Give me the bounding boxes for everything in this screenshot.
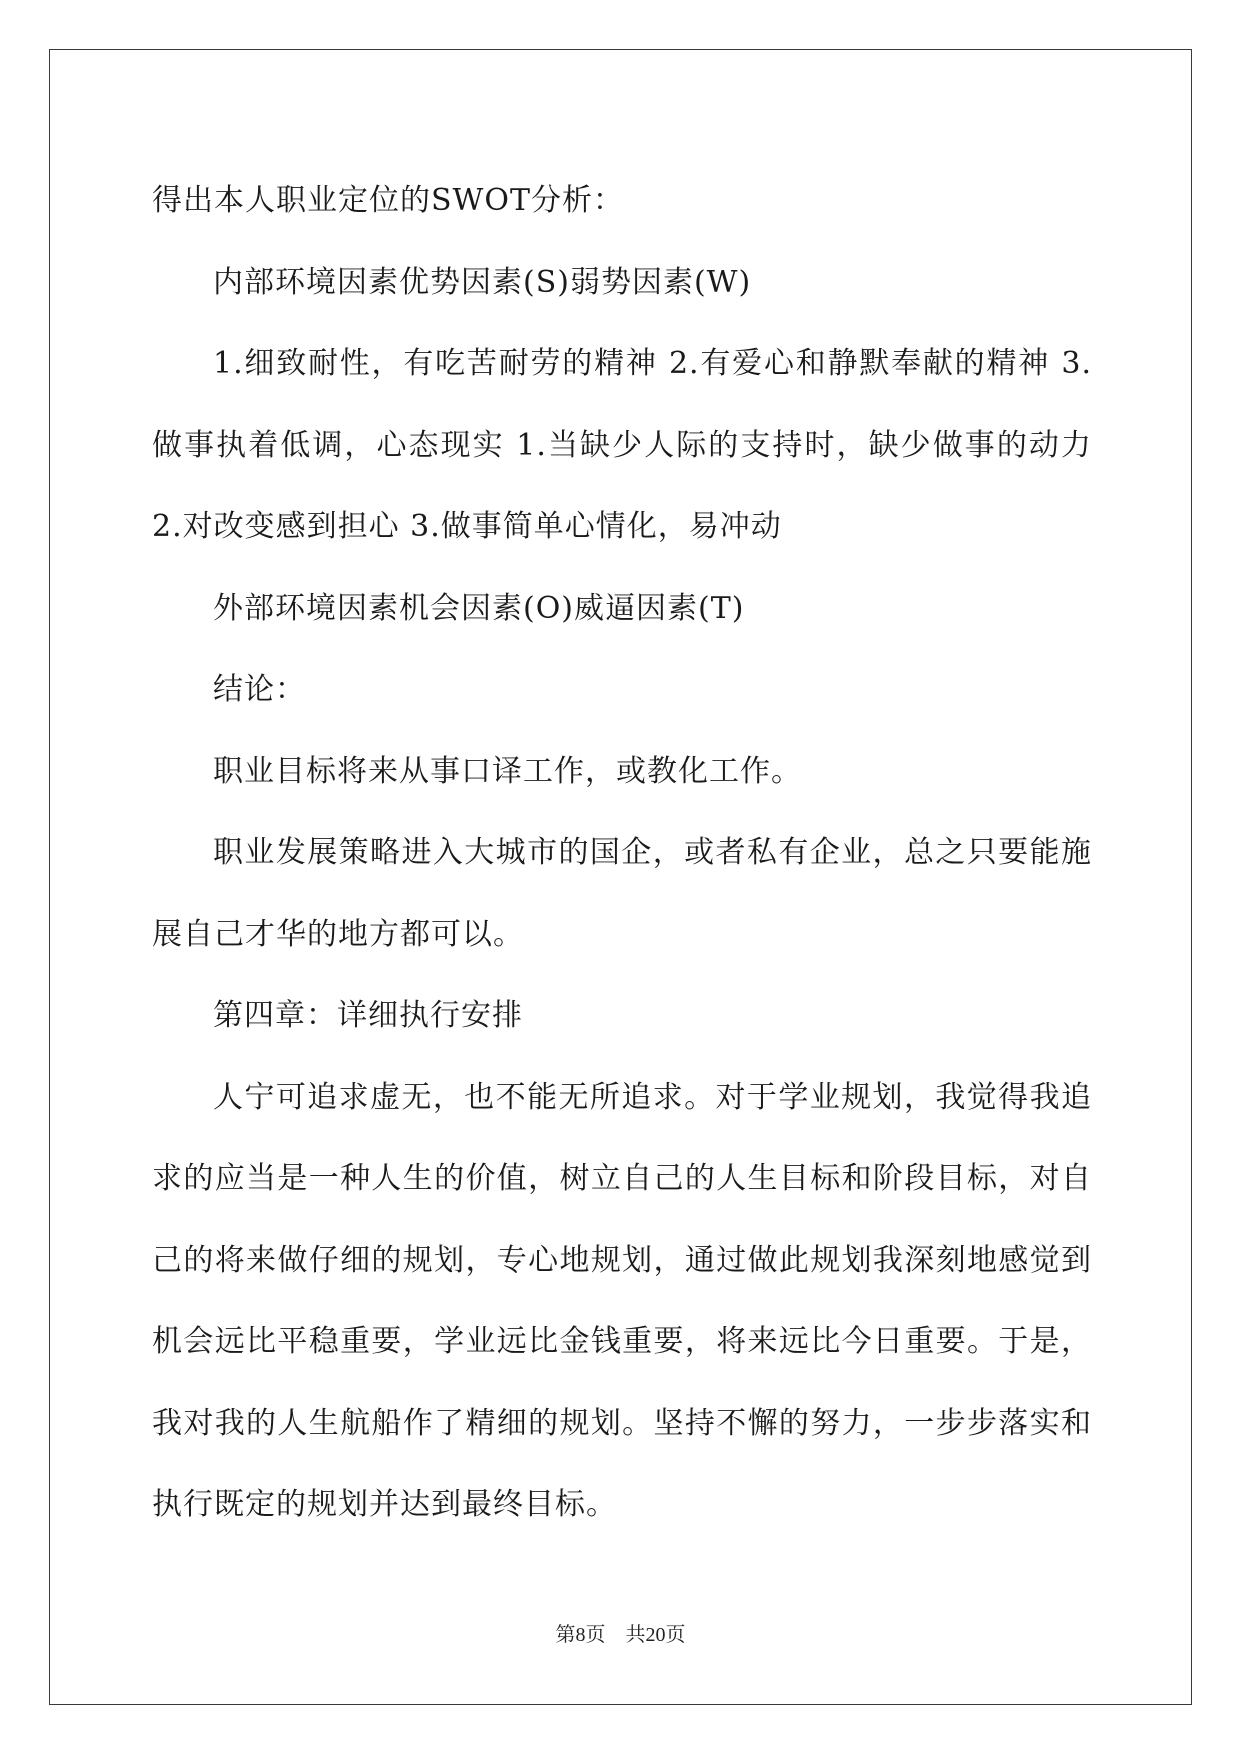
text-line: 1.细致耐性，有吃苦耐劳的精神 2.有爱心和静默奉献的精神 3. [213, 346, 1092, 381]
paragraph-career-strategy [152, 812, 1092, 975]
text-line: 己的将来做仔细的规划，专心地规划，通过做此规划我深刻地感觉到 [152, 1242, 1092, 1278]
text-line: 职业发展策略进入大城市的国企，或者私有企业，总之只要能施 [213, 835, 1092, 870]
text-line: 机会远比平稳重要，学业远比金钱重要，将来远比今日重要。于是， [152, 1324, 1092, 1359]
paragraph-plan-body [152, 1057, 1092, 1546]
paragraph-conclusion-heading [152, 649, 1092, 731]
text-line: 结论： [213, 672, 306, 707]
text-line: 得出本人职业定位的SWOT分析： [152, 183, 624, 218]
paragraph-swot-intro [152, 160, 1092, 242]
text-line: 展自己才华的地方都可以。 [152, 916, 524, 952]
text-line: 求的应当是一种人生的价值，树立自己的人生目标和阶段目标，对自 [152, 1161, 1092, 1196]
chapter-heading [152, 975, 1092, 1057]
text-line: 做事执着低调，心态现实 1.当缺少人际的支持时，缺少做事的动力 [152, 427, 1092, 463]
page-number: 第8页 [555, 1624, 606, 1646]
text-line: 第四章：详细执行安排 [213, 998, 523, 1033]
text-line: 执行既定的规划并达到最终目标。 [152, 1487, 617, 1522]
paragraph-internal-factors [152, 242, 1092, 324]
document-body [152, 160, 1092, 1546]
text-line: 职业目标将来从事口译工作，或教化工作。 [213, 753, 802, 789]
text-line: 2.对改变感到担心 3.做事简单心情化，易冲动 [152, 509, 782, 544]
paragraph-career-goal [152, 731, 1092, 813]
text-line: 我对我的人生航船作了精细的规划。坚持不懈的努力，一步步落实和 [152, 1405, 1092, 1441]
paragraph-external-factors [152, 568, 1092, 650]
text-line: 内部环境因素优势因素(S)弱势因素(W) [213, 264, 752, 300]
text-line: 外部环境因素机会因素(O)威逼因素(T) [213, 590, 745, 626]
text-line: 人宁可追求虚无，也不能无所追求。对于学业规划，我觉得我追 [213, 1079, 1092, 1115]
page-total: 共20页 [625, 1624, 686, 1646]
page-footer [0, 1621, 1241, 1649]
paragraph-strengths-weaknesses [152, 323, 1092, 568]
